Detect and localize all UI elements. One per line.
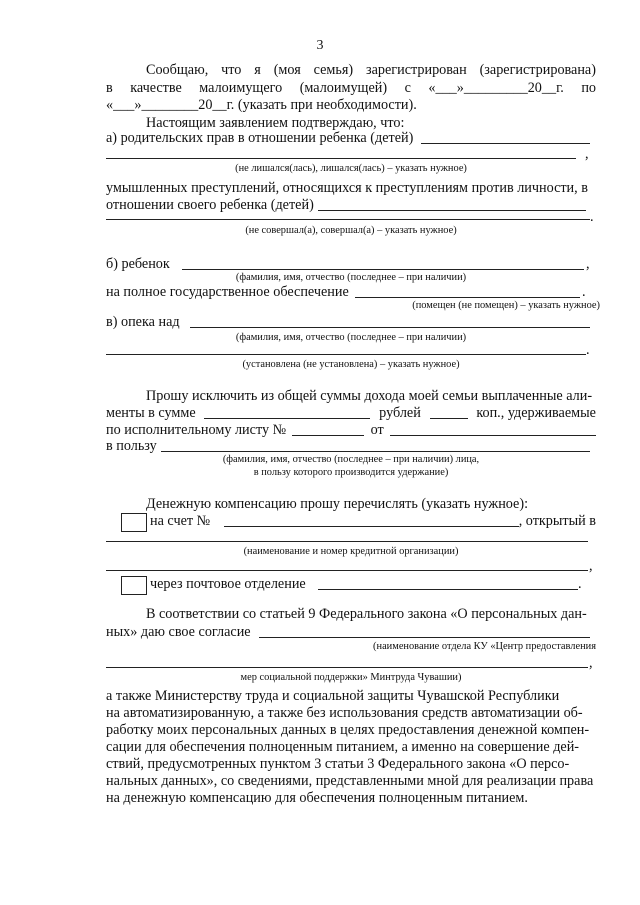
item-a-blank-2[interactable] [106, 158, 576, 159]
alimony-caption-2: в пользу которого производится удержание) [253, 467, 449, 478]
intro-word: в [106, 80, 113, 96]
item-b-period: . [582, 284, 586, 300]
item-a-blank-1[interactable] [421, 130, 590, 144]
item-a-blank-4[interactable] [106, 219, 590, 220]
item-a-line-2: умышленных преступлений, относящихся к преступлениям против личности, в [106, 180, 588, 196]
intro-word: (моя [273, 62, 301, 78]
consent-caption-1: (наименование отдела КУ «Центр предоставления [373, 641, 596, 652]
item-b-blank-1[interactable] [182, 256, 584, 270]
intro-word: (зарегистрирована) [479, 62, 596, 78]
post-office-option [150, 576, 578, 593]
item-b-caption-2: (помещен (не помещен) – указать нужное) [412, 300, 600, 311]
account-checkbox[interactable] [121, 513, 147, 532]
bank-name-blank[interactable] [106, 541, 588, 542]
consent-body-line: сации для обеспечения полноценным питанием, а именно на совершение дей- [106, 739, 580, 755]
compensation-line-1: Денежную компенсацию прошу перечислять (указать нужное): [146, 496, 529, 512]
item-a-blank-3[interactable] [318, 197, 586, 211]
item-a-line-3 [106, 197, 586, 214]
alimony-sum-kop-blank[interactable] [430, 405, 468, 419]
alimony-line-2 [106, 405, 596, 422]
page-number: 3 [316, 38, 324, 53]
item-c-caption-2: (установлена (не установлена) – указать нужное) [242, 359, 460, 370]
intro-word: качестве [130, 80, 182, 96]
item-c-line-1 [106, 314, 590, 331]
writ-date-blank[interactable] [390, 422, 596, 436]
item-a-period: . [590, 209, 594, 225]
post-office-checkbox[interactable] [121, 576, 147, 595]
post-office-blank[interactable] [318, 576, 578, 590]
compensation-text: через почтовое отделение [150, 576, 306, 592]
alimony-text: от [370, 422, 384, 438]
consent-caption-2: мер социальной поддержки» Минтруда Чувашии) [240, 672, 462, 683]
bank-name-blank-2[interactable] [106, 570, 588, 571]
item-c-blank-2[interactable] [106, 354, 586, 355]
writ-number-blank[interactable] [292, 422, 364, 436]
consent-body-line: на автоматизированную, а также без использования средств автоматизации об- [106, 705, 583, 721]
consent-body-line: нальных данных», со сведениями, представленными мной для реализации права [106, 773, 594, 789]
intro-word: что [221, 62, 242, 78]
intro-word: зарегистрирован [366, 62, 467, 78]
item-b-blank-2[interactable] [355, 284, 580, 298]
account-number-blank[interactable] [224, 513, 519, 527]
consent-body-line: на денежную компенсацию для обеспечения полноценным питанием. [106, 790, 528, 806]
intro-word: по [581, 80, 596, 96]
item-c-caption-1: (фамилия, имя, отчество (последнее – при наличии) [235, 332, 467, 343]
account-option [150, 513, 596, 530]
intro-word: «___»_________20__г. [428, 80, 564, 96]
intro-word: с [404, 80, 411, 96]
intro-word: я [254, 62, 261, 78]
consent-line-1: В соответствии со статьей 9 Федерального закона «О персональных дан- [146, 606, 587, 622]
department-blank-2[interactable] [106, 667, 588, 668]
recipient-blank[interactable] [161, 438, 590, 452]
intro-line-1 [146, 62, 596, 79]
intro-line-2 [106, 80, 596, 97]
item-a-comma: , [585, 146, 589, 162]
consent-line-2 [106, 624, 590, 641]
alimony-text: рублей [379, 405, 421, 421]
confirm-heading: Настоящим заявлением подтверждаю, что: [146, 115, 405, 131]
alimony-sum-rub-blank[interactable] [204, 405, 370, 419]
compensation-comma: , [589, 558, 593, 574]
item-a-line-1 [106, 130, 590, 147]
item-c-blank-1[interactable] [190, 314, 590, 328]
intro-word: (малоимущей) [299, 80, 388, 96]
item-a-text: отношении своего ребенка (детей) [106, 197, 314, 213]
alimony-text: менты в сумме [106, 405, 196, 421]
alimony-caption-1: (фамилия, имя, отчество (последнее – при наличии) лица, [222, 454, 480, 465]
compensation-text: на счет № [150, 513, 211, 529]
intro-word: малоимущего [199, 80, 283, 96]
compensation-text: , открытый в [518, 513, 596, 529]
item-b-caption-1: (фамилия, имя, отчество (последнее – при наличии) [235, 272, 467, 283]
alimony-text: в пользу [106, 438, 157, 454]
item-b-comma: , [586, 256, 590, 272]
consent-body-line: а также Министерству труда и социальной защиты Чувашской Республики [106, 688, 560, 704]
item-a-text: а) родительских прав в отношении ребенка (детей) [106, 130, 414, 146]
consent-comma: , [589, 655, 593, 671]
item-c-period: . [586, 342, 590, 358]
item-b-text: на полное государственное обеспечение [106, 284, 349, 300]
department-blank[interactable] [259, 624, 590, 638]
compensation-period: . [578, 576, 582, 592]
intro-word: Сообщаю, [146, 62, 209, 78]
compensation-caption-1: (наименование и номер кредитной организации) [243, 546, 459, 557]
alimony-line-1: Прошу исключить из общей суммы дохода моей семьи выплаченные али- [146, 388, 593, 404]
item-a-caption-1: (не лишался(лась), лишался(лась) – указать нужное) [235, 163, 467, 174]
consent-text: ных» даю свое согласие [106, 624, 251, 640]
consent-body-line: ствий, предусмотренных пунктом 3 статьи 3 Федерального закона «О персо- [106, 756, 570, 772]
intro-line-3: «___»________20__г. (указать при необходимости). [106, 97, 417, 113]
alimony-text: по исполнительному листу № [106, 422, 287, 438]
intro-word: семья) [313, 62, 354, 78]
item-c-text: в) опека над [106, 314, 180, 330]
item-b-text: б) ребенок [106, 256, 170, 272]
alimony-line-3 [106, 422, 596, 439]
alimony-text: коп., удерживаемые [476, 405, 596, 421]
item-a-caption-2: (не совершал(а), совершал(а) – указать нужное) [245, 225, 457, 236]
consent-body-line: работку моих персональных данных в целях предоставления денежной компен- [106, 722, 590, 738]
